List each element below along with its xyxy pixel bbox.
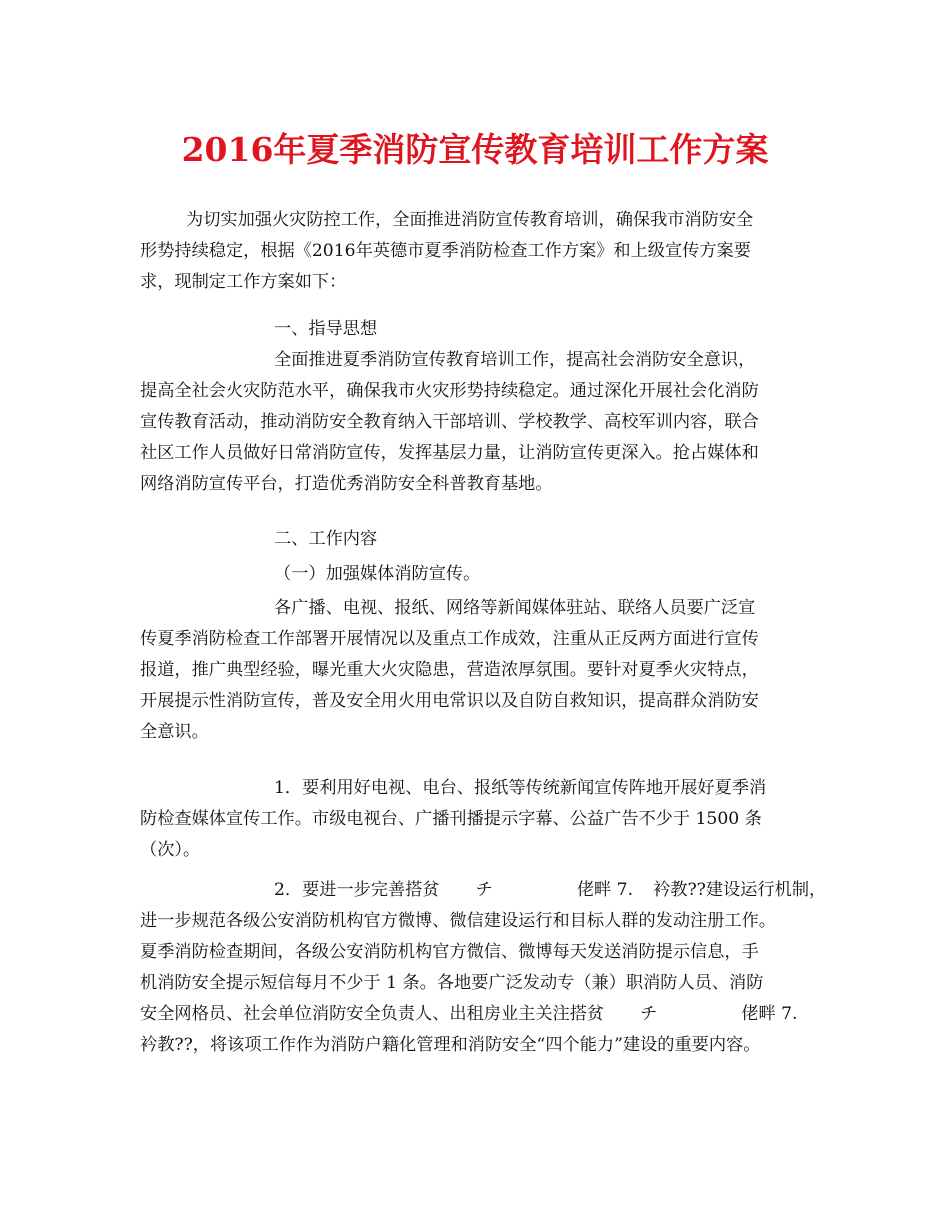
text-line: （次）。 [140, 840, 201, 860]
text-fragment: 佬畔 7. [576, 880, 634, 900]
section-heading-text: 二、工作内容 [274, 529, 378, 549]
section-heading-guiding-ideology [140, 314, 830, 345]
document-title: 2016年夏季消防宣传教育培训工作方案 [181, 130, 769, 169]
text-line: 求，现制定工作方案如下： [140, 272, 347, 292]
item1-paragraph [140, 773, 830, 866]
text-line: 社区工作人员做好日常消防宣传，发挥基层力量，让消防宣传更深入。抢占媒体和 [140, 443, 759, 463]
subsection-heading-text: （一）加强媒体消防宣传。 [274, 564, 481, 584]
text-line [140, 875, 830, 906]
text-line: 网络消防宣传平台，打造优秀消防安全科普教育基地。 [140, 474, 553, 494]
text-line: 夏季消防检查期间，各级公安消防机构官方微信、微博每天发送消防提示信息，手 [140, 942, 759, 962]
text-fragment: チ [475, 880, 493, 900]
text-line: 各广播、电视、报纸、网络等新闻媒体驻站、联络人员要广泛宣 [274, 598, 756, 618]
intro-paragraph [140, 205, 830, 298]
text-line: 宣传教育活动，推动消防安全教育纳入干部培训、学校教学、高校军训内容，联合 [140, 412, 759, 432]
text-line: 传夏季消防检查工作部署开展情况以及重点工作成效，注重从正反两方面进行宣传 [140, 629, 759, 649]
item2-paragraph [140, 875, 830, 1061]
text-line: 全意识。 [140, 722, 209, 742]
text-line: 衿教??，将该项工作作为消防户籍化管理和消防安全“四个能力”建设的重要内容。 [140, 1035, 761, 1055]
text-line [140, 999, 830, 1030]
text-line: 报道，推广典型经验，曝光重大火灾隐患，营造浓厚氛围。要针对夏季火灾特点， [140, 660, 759, 680]
text-line: 进一步规范各级公安消防机构官方微博、微信建设运行和目标人群的发动注册工作。 [140, 911, 776, 931]
subsection-heading-media [140, 559, 830, 590]
text-line: 开展提示性消防宣传，普及安全用火用电常识以及自防自救知识，提高群众消防安 [140, 691, 759, 711]
text-fragment: 2．要进一步完善搭贫 [274, 880, 440, 900]
text-line: 全面推进夏季消防宣传教育培训工作，提高社会消防安全意识， [274, 350, 756, 370]
text-fragment: 佬畔 7. [741, 1004, 798, 1024]
text-fragment: 衿教??建设运行机制， [653, 880, 827, 900]
text-fragment: チ [640, 1004, 658, 1024]
text-line: 1．要利用好电视、电台、报纸等传统新闻宣传阵地开展好夏季消 [274, 778, 767, 798]
text-line: 为切实加强火灾防控工作，全面推进消防宣传教育培训，确保我市消防安全 [186, 210, 754, 230]
text-line: 形势持续稳定，根据《2016年英德市夏季消防检查工作方案》和上级宣传方案要 [140, 241, 751, 261]
text-line: 防检查媒体宣传工作。市级电视台、广播刊播提示字幕、公益广告不少于 1500 条 [140, 809, 762, 829]
text-line: 机消防安全提示短信每月不少于 1 条。各地要广泛发动专（兼）职消防人员、消防 [140, 973, 764, 993]
text-fragment: 安全网格员、社会单位消防安全负责人、出租房业主关注搭贫 [140, 1004, 605, 1024]
section-heading-work-content [140, 524, 830, 555]
subsection1-paragraph [140, 593, 830, 748]
section1-paragraph [140, 345, 830, 500]
section-heading-text: 一、指导思想 [274, 319, 378, 339]
text-line: 提高全社会火灾防范水平，确保我市火灾形势持续稳定。通过深化开展社会化消防 [140, 381, 759, 401]
